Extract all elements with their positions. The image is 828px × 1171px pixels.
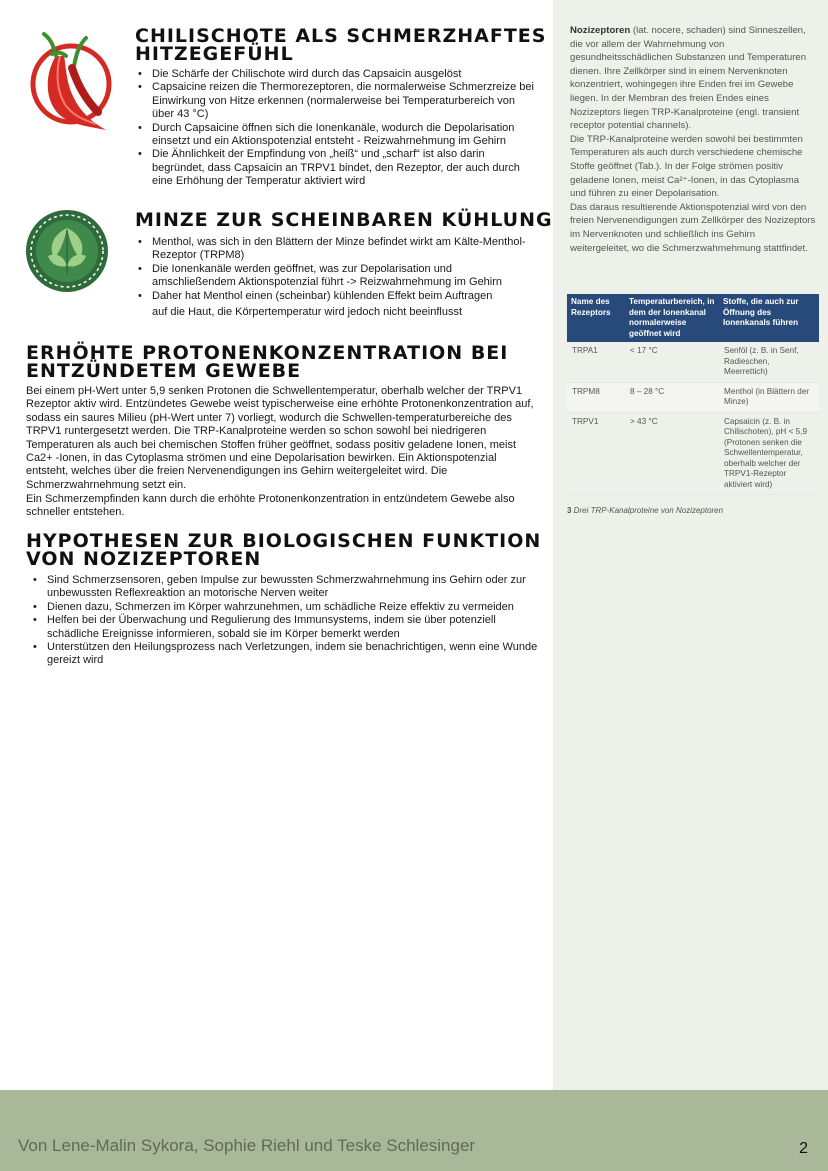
list-item: • Menthol, was sich in den Blättern der Minze befindet wirkt am Kälte-Menthol-Rezeptor (TRPM8) bbox=[135, 236, 535, 263]
list-item: • Die Ionenkanäle werden geöffnet, was zur Depolarisation und amschließendem Aktionspotenzial führt -> Reizwahrnehmung im Gehirn bbox=[135, 263, 535, 290]
protons-paragraph: Bei einem pH-Wert unter 5,9 senken Protonen die Schwellentemperatur, oberhalb welcher der TRPV1 Rezeptor aktiv wird. Entzündetes Gewebe weist typischerweise eine erhöhte Protonenkonzentration auf, sodass ein saures Milieu (pH-Wert unter 7) vorliegt, wodurch die Schwellen-temperaturbereiche des TRPV1 runtergesetzt werden. Die TRP-Kanalproteine werden so schon sowohl bei niedrigeren Temperaturen als auch bei chemischen Stoffen früher geöffnet, sodass positiv geladene Ionen, meist Ca2+ -Ionen, in das Cytoplasma strömen und eine Depolarisation bewirken. Ein Aktionspotenzial entsteht, welches über die freien Nervenendigungen ins Gehirn weitergeleitet wird. Die Schmerzwahrnehmung setzt ein. bbox=[26, 385, 534, 491]
table-cell: Capsaicin (z. B. in Chilischoten), pH < 5,9 (Protonen senken die Schwellentemperatur, oberhalb welcher der TRPV1-Rezeptor aktiviert wird) bbox=[719, 412, 819, 495]
list-item: • Helfen bei der Überwachung und Regulierung des Immunsystems, indem sie über potenziell schädliche Ereignisse informieren, sobald sie im Körper bemerkt werden bbox=[30, 614, 540, 641]
hypotheses-title-line1: HYPOTHESEN ZUR BIOLOGISCHEN FUNKTION bbox=[26, 530, 542, 552]
hypotheses-title-line2: VON NOZIZEPTOREN bbox=[26, 548, 262, 570]
table-cell: > 43 °C bbox=[625, 412, 719, 495]
sidebar-para-2: Die TRP-Kanalproteine werden sowohl bei bestimmten Temperaturen als auch durch verschiedene chemische Stoffe geöffnet (Tab.). In der Folge strömen positiv geladene Ionen, meist Ca²⁺-Ionen, in das Cytoplasma und führen zu einer Depolarisation. bbox=[570, 133, 803, 200]
mint-continuation: auf die Haut, die Körpertemperatur wird jedoch nicht beeinflusst bbox=[152, 306, 463, 318]
caption-text: Drei TRP-Kanalproteine von Nozizeptoren bbox=[571, 506, 724, 515]
table-header-cell: Name des Rezeptors bbox=[567, 294, 625, 342]
sidebar-text bbox=[570, 24, 816, 255]
trp-receptor-table bbox=[567, 294, 819, 495]
mint-bullet-list bbox=[135, 236, 535, 303]
protons-title-line1: ERHÖHTE PROTONENKONZENTRATION BEI bbox=[26, 342, 509, 364]
table-cell: TRPV1 bbox=[567, 412, 625, 495]
chili-section-title bbox=[135, 27, 546, 63]
list-item: • Die Ähnlichkeit der Empfindung von „heiß“ und „scharf“ ist also darin begründet, dass Capsaicin an TRPV1 bindet, den Rezeptor, der auch durch eine Erhöhung der Temperatur aktiviert wird bbox=[135, 148, 535, 188]
sidebar-para-1 bbox=[570, 24, 816, 133]
list-item: • Unterstützen den Heilungsprozess nach Verletzungen, indem sie benachrichtigen, wenn eine Wunde gereizt wird bbox=[30, 641, 540, 668]
hypotheses-section-title bbox=[26, 532, 541, 568]
sidebar-para-3: Das daraus resultierende Aktionspotenzial wird von den freien Nervenendigungen zum Zellkörper des Nozizeptors im Nervenknoten und schließlich ins Gehirn weitergeleitet, wo die Schmerzwahrnehmung stattfindet. bbox=[570, 201, 816, 254]
list-item: • Capsaicine reizen die Thermorezeptoren, die normalerweise Schmerzreize bei Einwirkung von Hitze erkennen (normalerweise bei Temperaturbereich von über 43 °C) bbox=[135, 81, 535, 121]
table-cell: 8 – 28 °C bbox=[625, 382, 719, 412]
table-header-cell: Stoffe, die auch zur Öffnung des Ionenkanals führen bbox=[719, 294, 819, 342]
footer-authors: Von Lene-Malin Sykora, Sophie Riehl und Teske Schlesinger bbox=[18, 1136, 476, 1155]
mint-leaf-badge-icon bbox=[24, 208, 110, 294]
footer-band bbox=[0, 1090, 828, 1171]
table-cell: TRPA1 bbox=[567, 342, 625, 382]
table-cell: Senföl (z. B. in Senf, Radieschen, Meerrettich) bbox=[719, 342, 819, 382]
chili-title-line2: HITZEGEFÜHL bbox=[135, 43, 294, 65]
caption-number: 3 bbox=[567, 506, 572, 515]
page-number: 2 bbox=[799, 1140, 808, 1157]
mint-section-title: MINZE ZUR SCHEINBAREN KÜHLUNG bbox=[135, 209, 553, 231]
table-header-cell: Temperaturbereich, in dem der Ionenkanal normalerweise geöffnet wird bbox=[625, 294, 719, 342]
list-item: • Dienen dazu, Schmerzen im Körper wahrzunehmen, um schädliche Reize effektiv zu vermeiden bbox=[30, 601, 540, 614]
protons-title-line2: ENTZÜNDETEM GEWEBE bbox=[26, 360, 302, 382]
hypotheses-bullet-list bbox=[30, 574, 540, 668]
list-item: • Durch Capsaicine öffnen sich die Ionenkanäle, wodurch die Depolarisation einsetzt und ein Aktionspotenzial entsteht - Reizwahrnehmung im Gehirn bbox=[135, 122, 535, 149]
list-item: • Daher hat Menthol einen (scheinbar) kühlenden Effekt beim Auftragen bbox=[135, 290, 535, 303]
table-row bbox=[567, 412, 819, 495]
sidebar-term: Nozizeptoren bbox=[570, 25, 631, 36]
chili-title-line1: CHILISCHOTE ALS SCHMERZHAFTES bbox=[135, 25, 547, 47]
sidebar-para-1-rest: (lat. nocere, schaden) sind Sinneszellen, die vor allem der Wahrnehmung von gesundheitsschädlichen Substanzen und Temperaturen dienen. Ihre Zellkörper sind in einem Nervenknoten konzentriert, wohingegen ihre Enden frei im Gewebe liegen. In der Membran des freien Endes eines Nozizeptors liegen TRP-Kanalproteine (engl. transient receptor potential channels). bbox=[570, 25, 807, 132]
protons-paragraph-2: Ein Schmerzempfinden kann durch die erhöhte Protonenkonzentration in entzündetem Gewebe also schneller entstehen. bbox=[26, 493, 515, 519]
table-cell: < 17 °C bbox=[625, 342, 719, 382]
table-row bbox=[567, 382, 819, 412]
chili-bullet-list bbox=[135, 68, 535, 189]
table-header-row bbox=[567, 294, 819, 342]
list-item: • Sind Schmerzsensoren, geben Impulse zur bewussten Schmerzwahrnehmung ins Gehirn oder zur unbewussten Reflexreaktion an motorische Nerven weiter bbox=[30, 574, 540, 601]
list-item: • Die Schärfe der Chilischote wird durch das Capsaicin ausgelöst bbox=[135, 68, 535, 81]
table-cell: Menthol (in Blättern der Minze) bbox=[719, 382, 819, 412]
protons-section-title bbox=[26, 344, 508, 380]
table-caption bbox=[567, 506, 723, 515]
table-row bbox=[567, 342, 819, 382]
chili-pepper-icon bbox=[26, 26, 116, 136]
table-cell: TRPM8 bbox=[567, 382, 625, 412]
